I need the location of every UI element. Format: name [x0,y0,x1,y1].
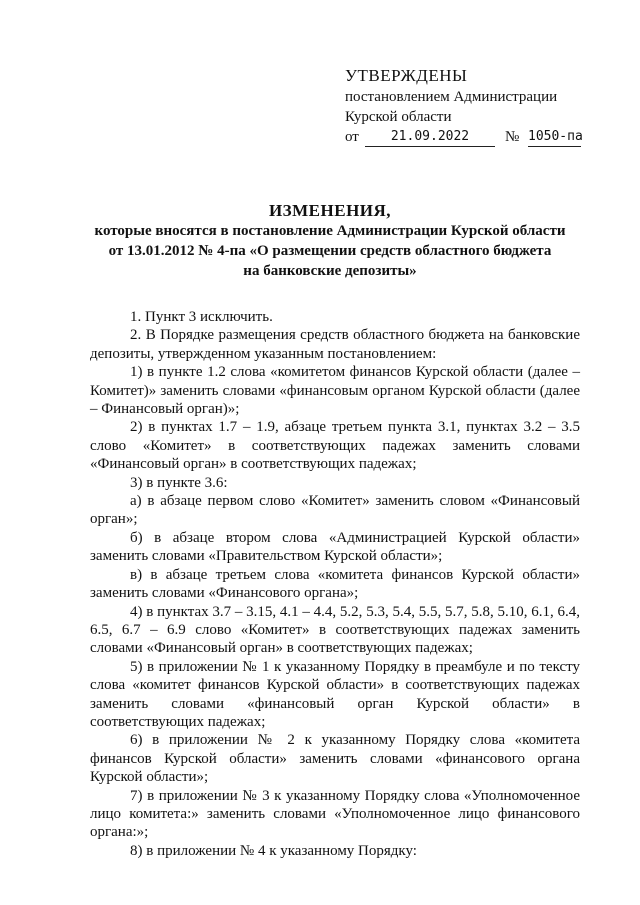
paragraph: а) в абзаце первом слово «Комитет» заменить словом «Финансовый орган»; [90,493,580,528]
paragraph: 1. Пункт 3 исключить. [130,309,273,325]
approval-heading: УТВЕРЖДЕНЫ [345,66,468,85]
approval-line-1: постановлением Администрации [345,89,558,105]
approval-stamp [345,66,605,147]
from-label: от [345,129,359,145]
paragraph: 1) в пункте 1.2 слова «комитетом финансов Курской области (далее – Комитет)» заменить словами «финансовым органом Курской области (далее – Финансовый орган)»; [90,364,580,418]
document-title [60,200,600,281]
approval-date: 21.09.2022 [365,127,495,147]
paragraph: 2) в пунктах 1.7 – 1.9, абзаце третьем пункта 3.1, пунктах 3.2 – 3.5 слово «Комитет» в соответствующих падежах заменить словами «Финансовый орган» в соответствующих падежах; [90,419,580,473]
paragraph: 5) в приложении № 1 к указанному Порядку в преамбуле и по тексту слова «комитет финансов Курской области» в соответствующих падежах заменить словами «финансовый орган Курской области» в соответствующих падежах; [90,658,580,730]
document-body [90,308,580,860]
title-line-2: от 13.01.2012 № 4-па «О размещении средств областного бюджета [108,243,552,259]
paragraph: 4) в пунктах 3.7 – 3.15, 4.1 – 4.4, 5.2, 5.3, 5.4, 5.5, 5.7, 5.8, 5.10, 6.1, 6.4, 6.5, 6.7 – 6.9 слово «Комитет» в соответствующих падежах заменить словами «Финансовый орган» в соответствующих падежах; [90,603,580,657]
approval-line-2: Курской области [345,109,452,125]
title-main: ИЗМЕНЕНИЯ, [268,201,392,220]
paragraph: 2. В Порядке размещения средств областного бюджета на банковские депозиты, утвержденном указанным постановлением: [90,327,580,362]
paragraph: 7) в приложении № 3 к указанному Порядку слова «Уполномоченное лицо комитета:» заменить словами «Уполномоченное лицо финансового органа:»; [90,787,580,841]
paragraph: 3) в пункте 3.6: [130,474,228,491]
number-label: № [505,129,520,145]
approval-date-row [345,127,605,147]
paragraph: б) в абзаце втором слова «Администрацией Курской области» заменить словами «Правительством Курской области»; [90,529,580,565]
paragraph: в) в абзаце третьем слова «комитета финансов Курской области» заменить словами «Финансового органа»; [90,566,580,602]
paragraph: 8) в приложении № 4 к указанному Порядку: [130,842,417,859]
paragraph: 6) в приложении № 2 к указанному Порядку слова «комитета финансов Курской области» заменить словами «финансового органа Курской области»; [90,732,580,786]
approval-number: 1050-па [528,127,581,147]
title-line-1: которые вносятся в постановление Администрации Курской области [94,223,566,239]
title-line-3: на банковские депозиты» [243,263,417,279]
